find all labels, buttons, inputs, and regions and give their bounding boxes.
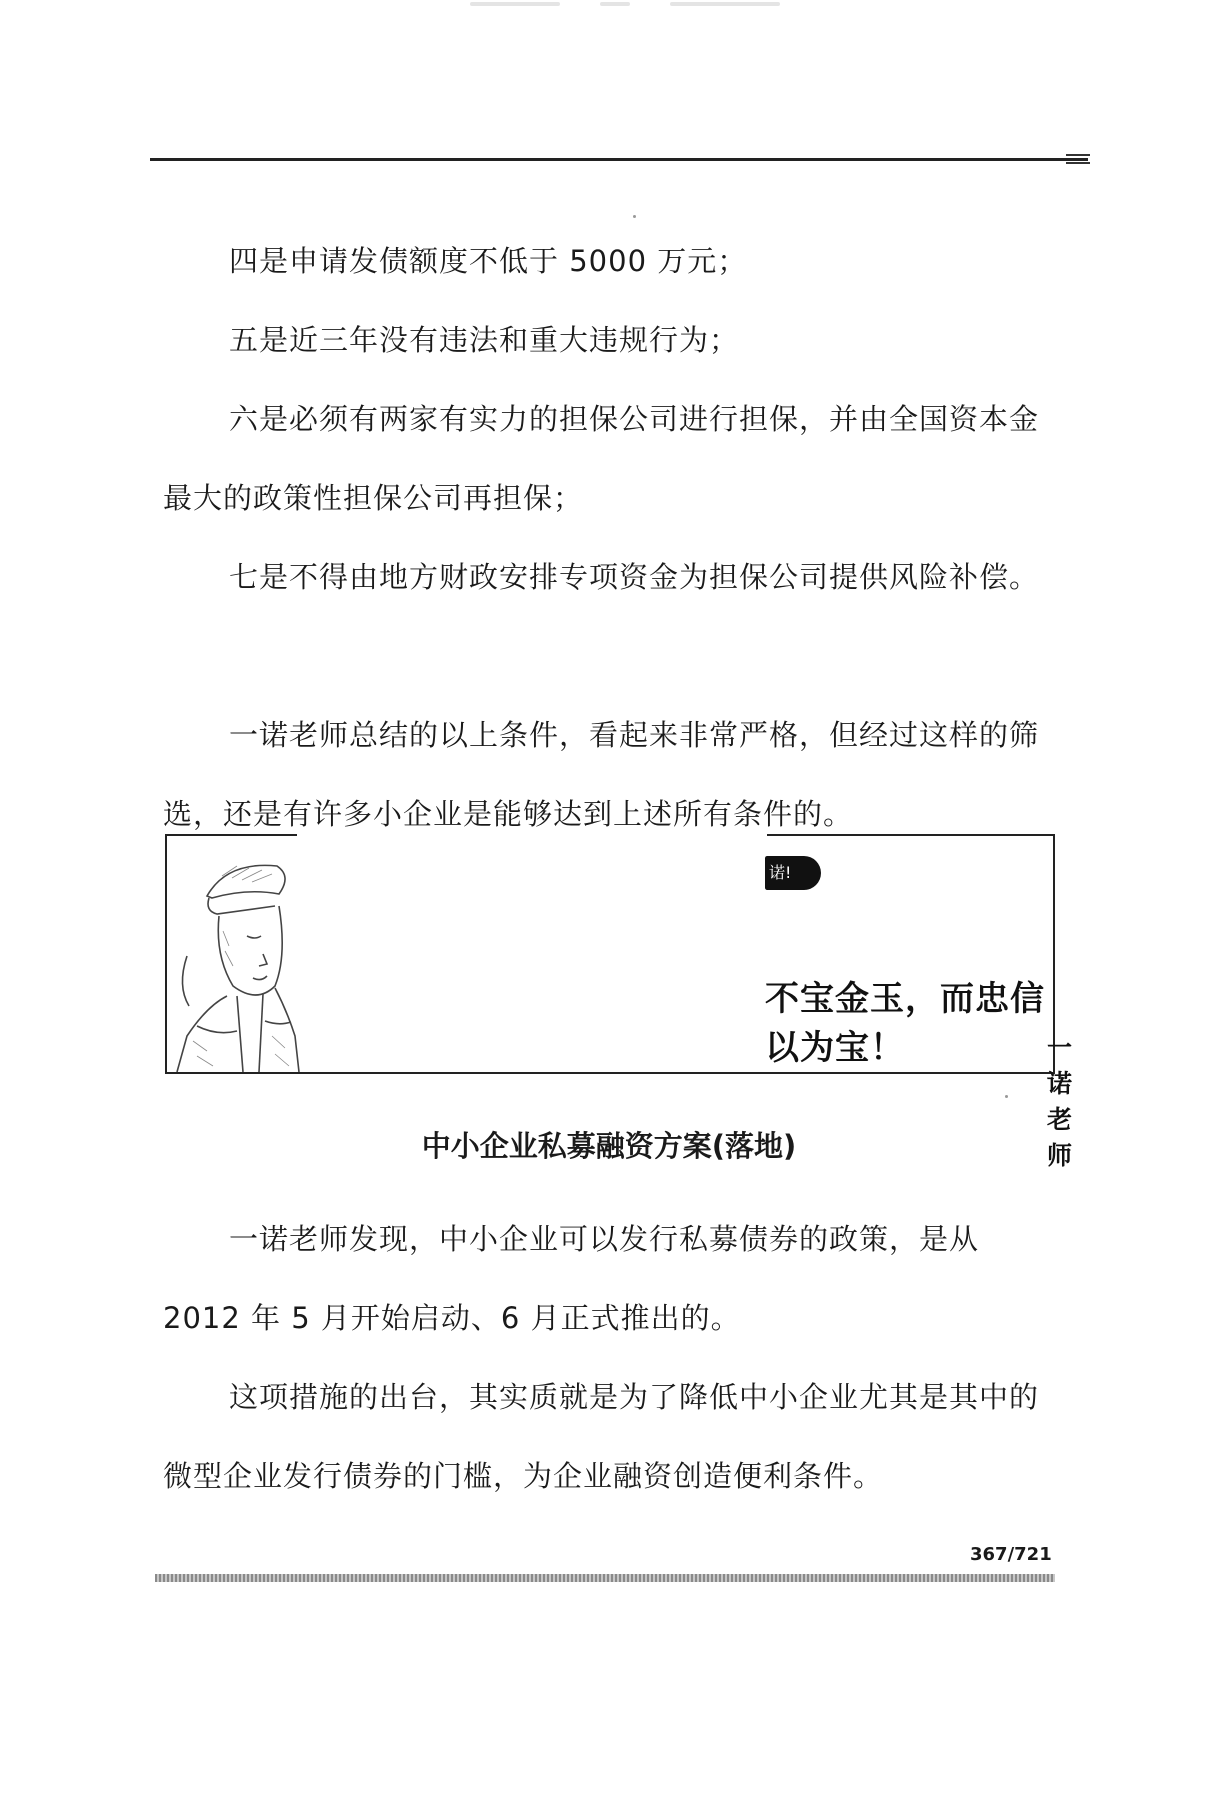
- header-rule-ornament: [1066, 154, 1090, 164]
- scan-speck: [633, 215, 636, 218]
- scan-smudge: [470, 0, 790, 10]
- section-paragraph-1: 一诺老师发现，中小企业可以发行私募债券的政策，是从 2012 年 5 月开始启动、6 月正式推出的。: [163, 1222, 980, 1335]
- speech-bubble: 诺!: [765, 856, 821, 890]
- header-rule: [150, 158, 1088, 161]
- teacher-sketch-icon: [167, 836, 327, 1072]
- quote-author: 一诺老师: [1047, 1033, 1074, 1170]
- summary-paragraph: 一诺老师总结的以上条件，看起来非常严格，但经过这样的筛选，还是有许多小企业是能够达到上述所有条件的。: [163, 718, 1040, 831]
- condition-four: 四是申请发债额度不低于 5000 万元；: [229, 244, 748, 278]
- condition-seven: 七是不得由地方财政安排专项资金为担保公司提供风险补偿。: [229, 560, 1040, 594]
- scan-speck: [1005, 1095, 1008, 1098]
- footer-rule: [155, 1574, 1055, 1582]
- condition-five: 五是近三年没有违法和重大违规行为；: [229, 323, 740, 357]
- condition-six: 六是必须有两家有实力的担保公司进行担保，并由全国资本金最大的政策性担保公司再担保；: [163, 402, 1040, 515]
- border-gap: [297, 833, 767, 839]
- section-paragraph-2: 这项措施的出台，其实质就是为了降低中小企业尤其是其中的微型企业发行债券的门槛，为企业融资创造便利条件。: [163, 1380, 1040, 1493]
- quote-text: 不宝金玉，而忠信以为宝！: [765, 979, 1045, 1068]
- section-heading: 中小企业私募融资方案(落地): [421, 1129, 797, 1163]
- page-number: 367/721: [970, 1544, 1052, 1565]
